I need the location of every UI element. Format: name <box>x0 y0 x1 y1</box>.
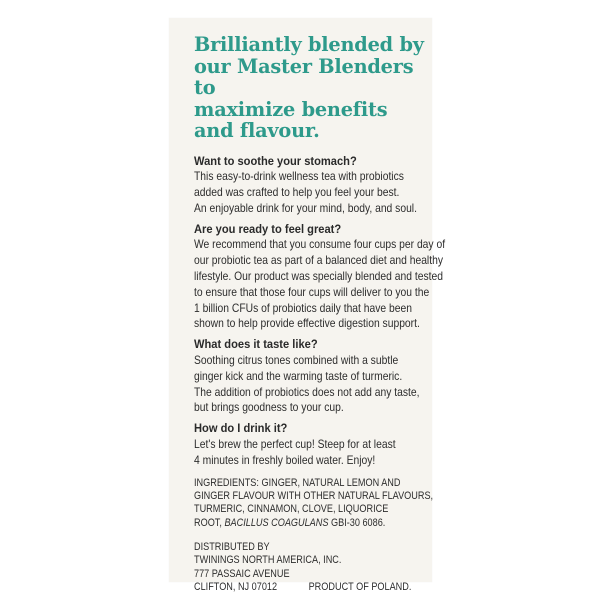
section-question: Are you ready to feel great? <box>194 221 342 236</box>
product-origin: PRODUCT OF POLAND. <box>308 581 412 594</box>
ingredients-bacillus: BACILLUS COAGULANS <box>224 516 329 529</box>
section-question: What does it taste like? <box>194 337 318 352</box>
body-line: 1 billion CFUs of probiotics daily that have been <box>194 300 412 315</box>
section-how-to-drink <box>194 421 434 468</box>
body-line: 4 minutes in freshly boiled water. Enjoy! <box>194 452 376 467</box>
section-taste <box>194 337 434 416</box>
section-body <box>194 437 400 469</box>
ingredients-root: ROOT, <box>194 516 225 529</box>
distributor-line: DISTRIBUTED BY <box>194 540 270 553</box>
headline <box>194 34 434 142</box>
section-question: Want to soothe your stomach? <box>194 153 357 168</box>
body-line: added was crafted to help you feel your best. <box>194 185 400 200</box>
headline-line: maximize benefits <box>194 97 388 121</box>
ingredients-strain: GBI-30 6086. <box>328 516 386 529</box>
ingredients-line: INGREDIENTS: GINGER, NATURAL LEMON AND <box>194 476 401 489</box>
section-soothe-stomach <box>194 154 434 217</box>
body-line: but brings goodness to your cup. <box>194 400 344 415</box>
body-line: This easy-to-drink wellness tea with probiotics <box>194 169 404 184</box>
body-line: ginger kick and the warming taste of turmeric. <box>194 368 403 383</box>
body-line: lifestyle. Our product was specially blended and tested <box>194 269 443 284</box>
section-feel-great <box>194 221 446 333</box>
ingredients-line: TURMERIC, CINNAMON, CLOVE, LIQUORICE <box>194 503 389 516</box>
section-body <box>194 353 420 416</box>
headline-line: Brilliantly blended by <box>194 33 424 56</box>
ingredients-line <box>194 517 393 530</box>
distributor-info <box>194 540 412 595</box>
section-question: How do I drink it? <box>194 421 288 436</box>
distributor-line: TWININGS NORTH AMERICA, INC. <box>194 554 342 567</box>
headline-line: our Master Blenders to <box>194 54 414 99</box>
ingredients-line: GINGER FLAVOUR WITH OTHER NATURAL FLAVOURS, <box>194 489 434 502</box>
headline-line: and flavour. <box>194 119 320 142</box>
panel-content <box>194 33 446 595</box>
section-body <box>194 237 446 332</box>
distributor-line <box>194 581 412 595</box>
body-line: We recommend that you consume four cups per day of <box>194 237 446 252</box>
body-line: An enjoyable drink for your mind, body, and soul. <box>194 200 417 215</box>
ingredients-list <box>194 476 434 530</box>
body-line: shown to help provide effective digestion support. <box>194 316 420 331</box>
distributor-city: CLIFTON, NJ 07012 <box>194 581 278 594</box>
distributor-line: 777 PASSAIC AVENUE <box>194 567 290 580</box>
body-line: Soothing citrus tones combined with a subtle <box>194 353 399 368</box>
section-body <box>194 169 417 216</box>
body-line: Let's brew the perfect cup! Steep for at least <box>194 437 396 452</box>
body-line: to ensure that those four cups will deliver to you the <box>194 284 430 299</box>
body-line: The addition of probiotics does not add any taste, <box>194 384 420 399</box>
body-line: our probiotic tea as part of a balanced diet and healthy <box>194 253 443 268</box>
